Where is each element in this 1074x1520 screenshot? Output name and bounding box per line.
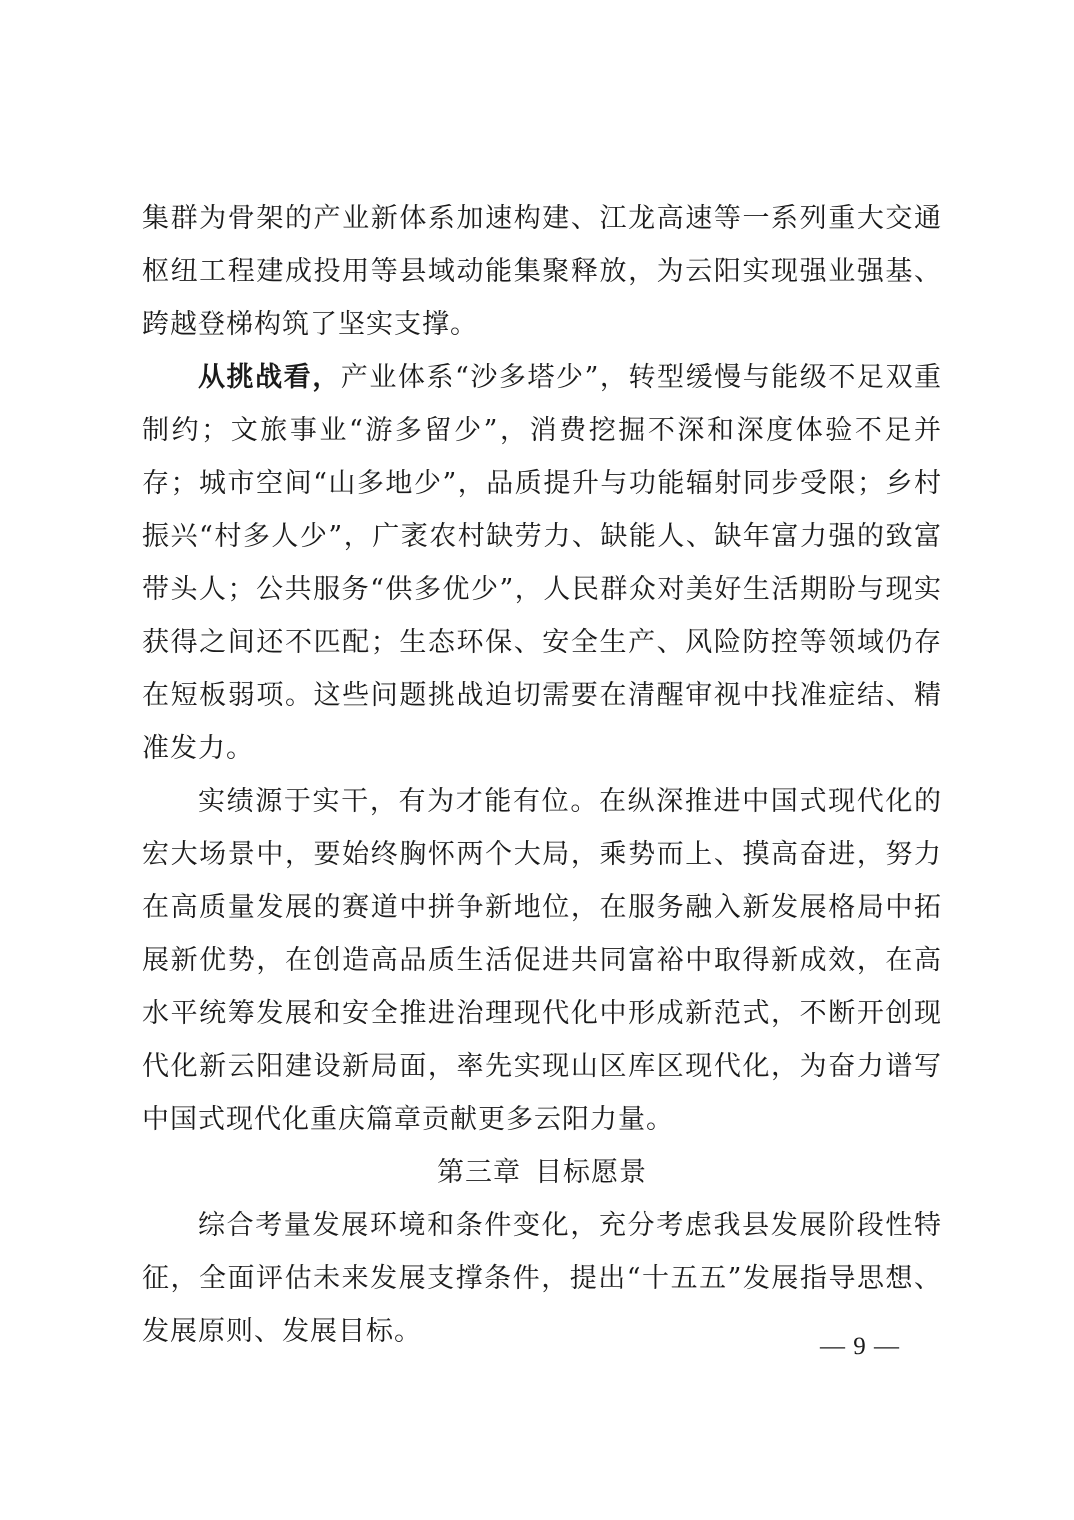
- paragraph-outlook: 实绩源于实干，有为才能有位。在纵深推进中国式现代化的宏大场景中，要始终胸怀两个大局，乘势而上、摸高奋进，努力在高质量发展的赛道中拼争新地位，在服务融入新发展格局中拓展新优势，在创造高品质生活促进共同富裕中取得新成效，在高水平统筹发展和安全推进治理现代化中形成新范式，不断开创现代化新云阳建设新局面，率先实现山区库区现代化，为奋力谱写中国式现代化重庆篇章贡献更多云阳力量。: [142, 786, 942, 1135]
- page-number: — 9 —: [820, 1333, 900, 1360]
- chapter-number: 第三章: [437, 1157, 521, 1188]
- chapter-title: 目标愿景: [535, 1157, 647, 1188]
- paragraph-text: 产业体系“沙多塔少”，转型缓慢与能级不足双重制约；文旅事业“游多留少”，消费挖掘不深和深度体验不足并存；城市空间“山多地少”，品质提升与功能辐射同步受限；乡村振兴“村多人少”，广袤农村缺劳力、缺能人、缺年富力强的致富带头人；公共服务“供多优少”，人民群众对美好生活期盼与现实获得之间还不匹配；生态环保、安全生产、风险防控等领域仍存在短板弱项。这些问题挑战迫切需要在清醒审视中找准症结、精准发力。: [142, 362, 943, 764]
- paragraph-lead-heading: 从挑战看，: [198, 362, 341, 393]
- paragraph-continued: 集群为骨架的产业新体系加速构建、江龙高速等一系列重大交通枢纽工程建成投用等县域动能集聚释放，为云阳实现强业强基、跨越登梯构筑了坚实支撑。: [142, 203, 942, 340]
- chapter-heading: [142, 1146, 942, 1199]
- paragraph-chapter-intro: 综合考量发展环境和条件变化，充分考虑我县发展阶段性特征，全面评估未来发展支撑条件，提出“十五五”发展指导思想、发展原则、发展目标。: [142, 1210, 942, 1347]
- document-body: [142, 192, 942, 1358]
- paragraph-challenges: [142, 351, 942, 775]
